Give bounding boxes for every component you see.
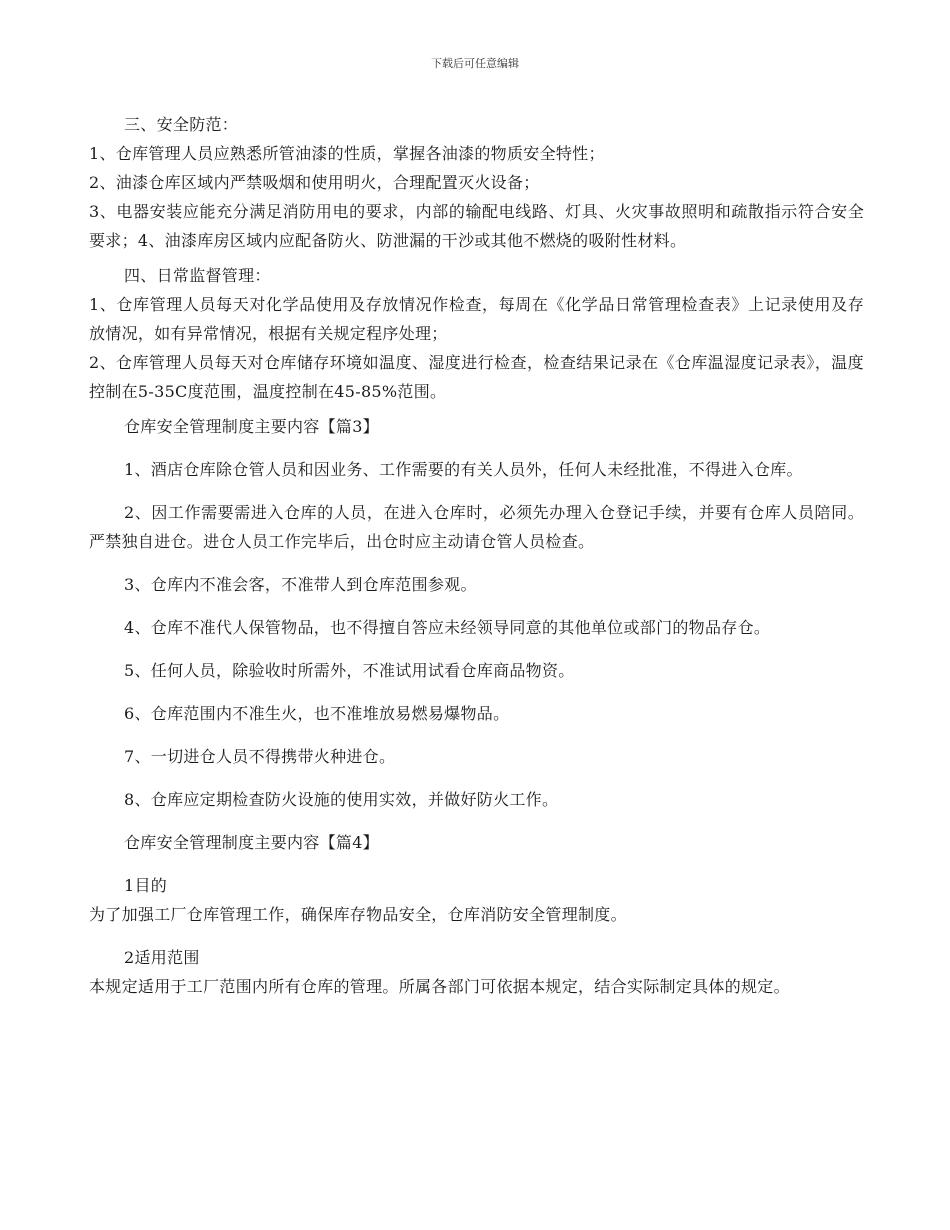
part4-scope-title: 2适用范围 — [124, 948, 200, 967]
section3-item: 1、仓库管理人员应熟悉所管油漆的性质，掌握各油漆的物质安全特性； — [89, 144, 605, 163]
section3-item: 2、油漆仓库区域内严禁吸烟和使用明火，合理配置灭火设备； — [89, 173, 540, 192]
part3-item: 5、任何人员，除验收时所需外，不准试用试看仓库商品物资。 — [124, 661, 575, 680]
section3-item: 3、电器安装应能充分满足消防用电的要求，内部的输配电线路、灯具、火灾事故照明和疏散指示符合安全要求；4、油漆库房区域内应配备防火、防泄漏的干沙或其他不燃烧的吸附性材料。 — [89, 202, 864, 250]
part4-purpose-title: 1目的 — [124, 876, 168, 895]
part3-heading: 仓库安全管理制度主要内容【篇3】 — [124, 417, 379, 436]
part3-item: 7、一切进仓人员不得携带火种进仓。 — [124, 747, 396, 766]
part3-item: 6、仓库范围内不准生火，也不准堆放易燃易爆物品。 — [124, 704, 510, 723]
page-header: 下载后可任意编辑 — [431, 57, 519, 70]
part3-item: 4、仓库不准代人保管物品，也不得擅自答应未经领导同意的其他单位或部门的物品存仓。 — [124, 618, 771, 637]
document-body — [89, 110, 864, 1001]
section4-title: 四、日常监督管理： — [124, 266, 271, 285]
part4-heading: 仓库安全管理制度主要内容【篇4】 — [124, 833, 379, 852]
part3-item: 2、因工作需要需进入仓库的人员，在进入仓库时，必须先办理入仓登记手续，并要有仓库人员陪同。严禁独自进仓。进仓人员工作完毕后，出仓时应主动请仓管人员检查。 — [89, 503, 864, 551]
section4-item: 1、仓库管理人员每天对化学品使用及存放情况作检查，每周在《化学品日常管理检查表》上记录使用及存放情况，如有异常情况，根据有关规定程序处理； — [89, 295, 864, 343]
part3-item: 8、仓库应定期检查防火设施的使用实效，并做好防火工作。 — [124, 790, 559, 809]
part3-item: 3、仓库内不准会客，不准带人到仓库范围参观。 — [124, 575, 477, 594]
section3-title: 三、安全防范： — [124, 115, 239, 134]
part4-purpose-text: 为了加强工厂仓库管理工作，确保库存物品安全，仓库消防安全管理制度。 — [89, 905, 627, 924]
part4-scope-text: 本规定适用于工厂范围内所有仓库的管理。所属各部门可依据本规定，结合实际制定具体的规定。 — [89, 977, 790, 996]
section4-item: 2、仓库管理人员每天对仓库储存环境如温度、湿度进行检查，检查结果记录在《仓库温湿度记录表》，温度控制在5-35C度范围，温度控制在45-85%范围。 — [89, 353, 864, 401]
part3-item: 1、酒店仓库除仓管人员和因业务、工作需要的有关人员外，任何人未经批准，不得进入仓库。 — [124, 460, 803, 479]
